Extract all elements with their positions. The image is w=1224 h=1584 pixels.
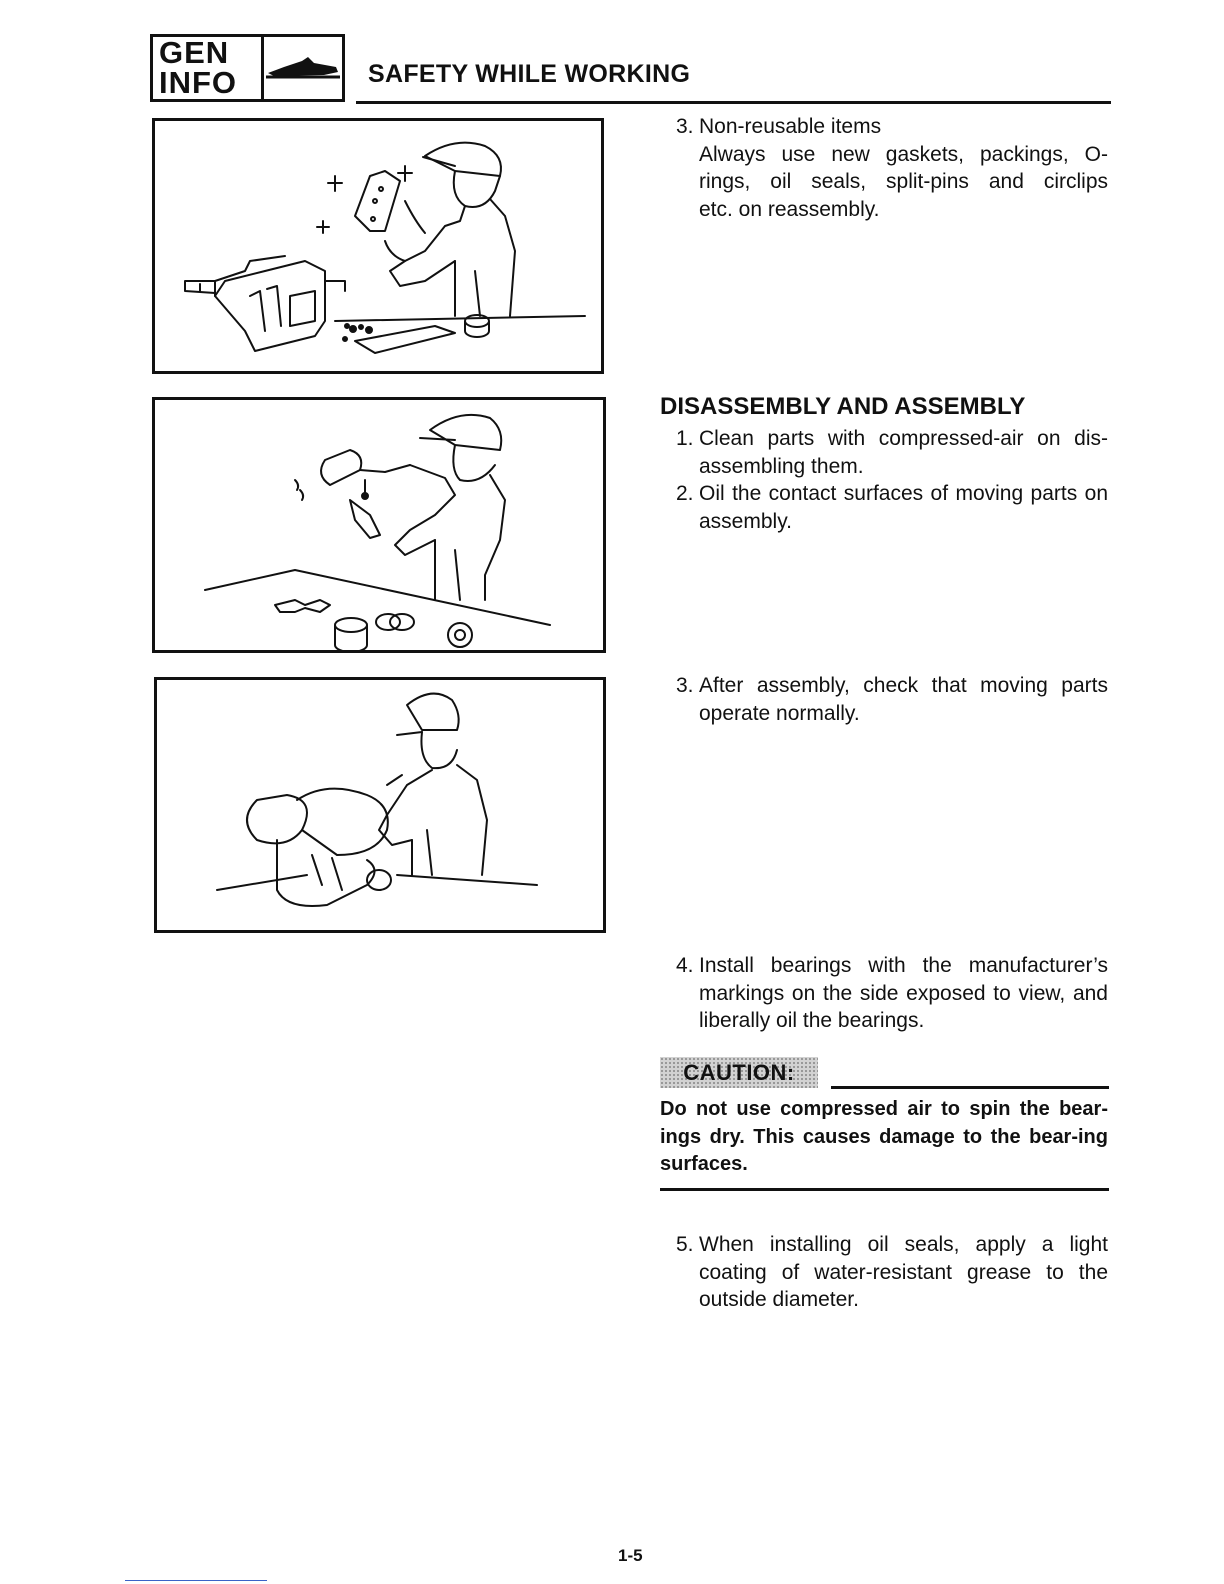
figure-oiling-parts <box>152 397 606 653</box>
list-item-number: 4. <box>676 954 694 977</box>
list-item-number: 3. <box>676 115 694 138</box>
list-item-install-bearings <box>676 952 1108 1035</box>
item-line: Always use new gaskets, packings, O- <box>699 142 1108 166</box>
section-tag <box>150 34 345 102</box>
list-item-oil-seals <box>676 1231 1108 1314</box>
list-item-text: Install bearings with the manufacturer’s markings on the side exposed to view, and liberally oil the bearings. <box>699 954 1108 1032</box>
caution-rule <box>831 1086 1109 1089</box>
list-item-nonreusable <box>676 113 1108 223</box>
page-title: SAFETY WHILE WORKING <box>368 60 691 88</box>
section-tag-line1: GEN <box>159 35 230 70</box>
figure-gasket-inspection <box>152 118 604 374</box>
list-item-number: 1. <box>676 427 694 450</box>
list-item-number: 5. <box>676 1233 694 1256</box>
caution-rule-bottom <box>660 1188 1109 1191</box>
caution-text: Do not use compressed air to spin the bear-ings dry. This causes damage to the bear-ing surfaces. <box>660 1098 1108 1175</box>
list-item-number: 3. <box>676 674 694 697</box>
list-item-text: Clean parts with compressed-air on dis-assembling them. <box>699 427 1108 478</box>
list-item-text: After assembly, check that moving parts operate normally. <box>699 674 1108 725</box>
list-item-oil-surfaces <box>676 480 1108 535</box>
item-line: rings, oil seals, split-pins and circlips <box>699 170 1108 193</box>
section-heading: DISASSEMBLY AND ASSEMBLY <box>660 393 1026 420</box>
list-item-text: Oil the contact surfaces of moving parts on assembly. <box>699 482 1108 533</box>
header-rule <box>356 101 1111 104</box>
section-tag-line2: INFO <box>159 65 238 100</box>
watercraft-icon <box>264 37 342 99</box>
figure-assembly-check <box>154 677 606 933</box>
item-title: Non-reusable items <box>699 115 882 138</box>
section-tag-text <box>153 37 264 99</box>
list-item-number: 2. <box>676 482 694 505</box>
bottom-rule <box>125 1580 267 1581</box>
list-item-text: When installing oil seals, apply a light coating of water-resistant grease to the outside diameter. <box>699 1233 1108 1311</box>
page-number: 1-5 <box>618 1546 643 1565</box>
list-item-after-assembly <box>676 672 1108 727</box>
item-line: etc. on reassembly. <box>699 197 880 221</box>
list-item-clean-parts <box>676 425 1108 480</box>
caution-badge: CAUTION: <box>660 1057 818 1088</box>
